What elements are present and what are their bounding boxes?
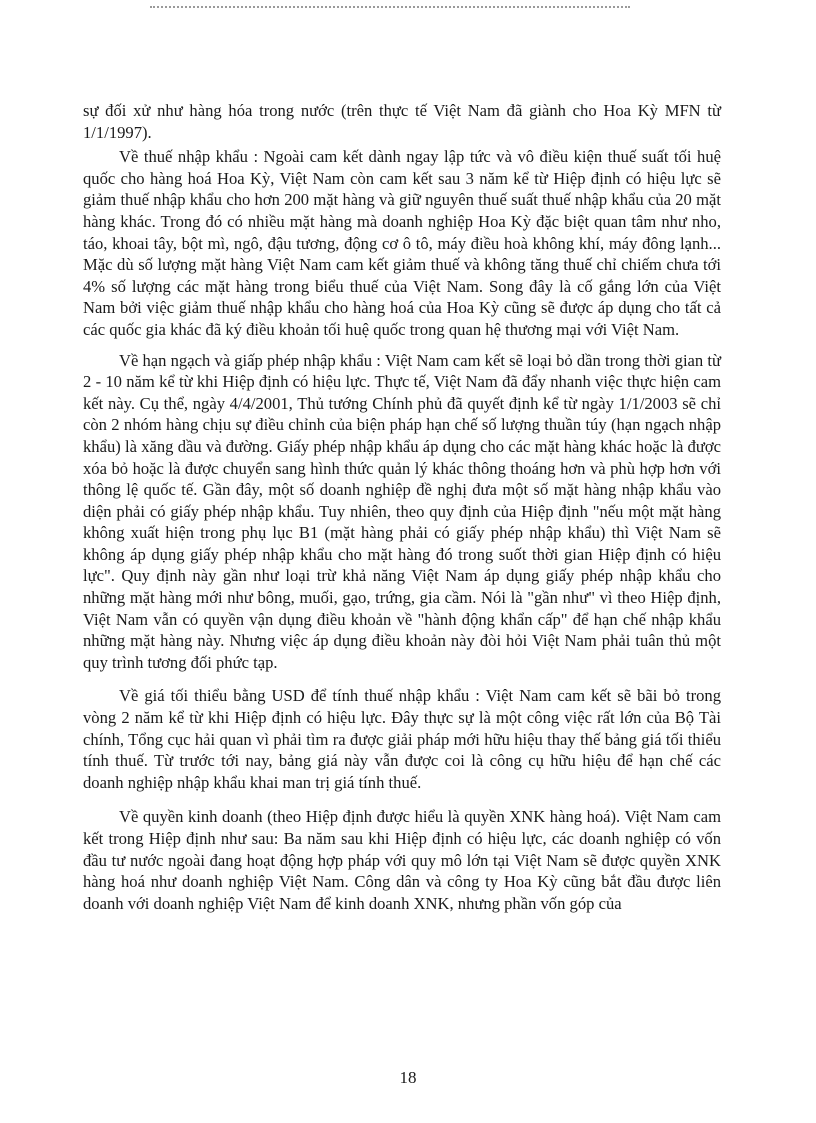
body-text (83, 100, 721, 914)
paragraph-minimum-price: Về giá tối thiểu bằng USD để tính thuế nhập khẩu : Việt Nam cam kết sẽ bãi bỏ trong vòng 2 năm kể từ khi Hiệp định có hiệu lực. Đây thực sự là một công việc rất lớn của Bộ Tài chính, Tổng cục hải quan vì phải tìm ra được giải pháp mới hữu hiệu thay thế bảng giá tối thiểu tính thuế. Từ trước tới nay, bảng giá này vẫn được coi là công cụ hữu hiệu để hạn chế các doanh nghiệp nhập khẩu khai man trị giá tính thuế. (83, 686, 721, 792)
scan-edge-divider (150, 6, 630, 8)
paragraph-mfn-continuation: sự đối xử như hàng hóa trong nước (trên thực tế Việt Nam đã giành cho Hoa Kỳ MFN từ 1/1/1997). (83, 101, 721, 142)
page-number: 18 (399, 1068, 417, 1087)
paragraph-trading-rights: Về quyền kinh doanh (theo Hiệp định được hiểu là quyền XNK hàng hoá). Việt Nam cam kết trong Hiệp định như sau: Ba năm sau khi Hiệp định có hiệu lực, các doanh nghiệp có vốn đầu tư nước ngoài đang hoạt động hợp pháp với quy mô lớn tại Việt Nam sẽ được quyền XNK hàng hoá như doanh nghiệp Việt Nam. Công dân và công ty Hoa Kỳ cũng bắt đầu được liên doanh với doanh nghiệp Việt Nam để kinh doanh XNK, nhưng phần vốn góp của (83, 807, 721, 913)
paragraph-import-tax: Về thuế nhập khẩu : Ngoài cam kết dành ngay lập tức và vô điều kiện thuế suất tối huệ quốc cho hàng hoá Hoa Kỳ, Việt Nam còn cam kết sau 3 năm kể từ Hiệp định có hiệu lực sẽ giảm thuế nhập khẩu cho hơn 200 mặt hàng và giữ nguyên thuế suất thuế nhập khẩu của 20 mặt hàng khác. Trong đó có nhiều mặt hàng mà doanh nghiệp Hoa Kỳ đặc biệt quan tâm như nho, táo, khoai tây, bột mì, ngô, đậu tương, động cơ ô tô, máy điều hoà không khí, máy đông lạnh... Mặc dù số lượng mặt hàng Việt Nam cam kết giảm thuế và không tăng thuế chỉ chiếm chưa tới 4% số lượng các mặt hàng trong biểu thuế của Việt Nam. Song đây là cố gắng lớn của Việt Nam bởi việc giảm thuế nhập khẩu cho hàng hoá của Hoa Kỳ cũng sẽ được áp dụng cho tất cả các quốc gia khác đã ký điều khoản tối huệ quốc trong quan hệ thương mại với Việt Nam. (83, 147, 721, 339)
paragraph-quota-license: Về hạn ngạch và giấp phép nhập khẩu : Việt Nam cam kết sẽ loại bỏ dần trong thời gian từ 2 - 10 năm kể từ khi Hiệp định có hiệu lực. Thực tế, Việt Nam đã đẩy nhanh việc thực hiện cam kết này. Cụ thể, ngày 4/4/2001, Thủ tướng Chính phủ đã quyết định kể từ ngày 1/1/2003 sẽ chỉ còn 2 nhóm hàng chịu sự điều chỉnh của biện pháp hạn chế số lượng thuần túy (hạn ngạch nhập khẩu) là xăng dầu và đường. Giấy phép nhập khẩu áp dụng cho các mặt hàng khác hoặc là được xóa bỏ hoặc là được chuyển sang hình thức quản lý khác thông thoáng hơn và phù hợp hơn với thông lệ quốc tế. Gần đây, một số doanh nghiệp đề nghị đưa một số mặt hàng nhập khẩu vào diện phải có giấy phép nhập khẩu. Tuy nhiên, theo quy định của Hiệp định "nếu một mặt hàng không xuất hiện trong phụ lục B1 (mặt hàng phải có giấy phép nhập khẩu) thì Việt Nam sẽ không áp dụng giấy phép nhập khẩu cho mặt hàng đó trong suốt thời gian Hiệp định có hiệu lực". Quy định này gần như loại trừ khả năng Việt Nam áp dụng giấy phép nhập khẩu cho những mặt hàng mới như bông, muối, gạo, trứng, gia cầm. Nói là "gần như" vì theo Hiệp định, Việt Nam vẫn có quyền vận dụng điều khoản về "hành động khẩn cấp" để hạn chế nhập khẩu những mặt hàng này. Nhưng việc áp dụng điều khoản này đòi hỏi Việt Nam phải tuân thủ một quy trình tương đối phức tạp. (83, 350, 721, 672)
